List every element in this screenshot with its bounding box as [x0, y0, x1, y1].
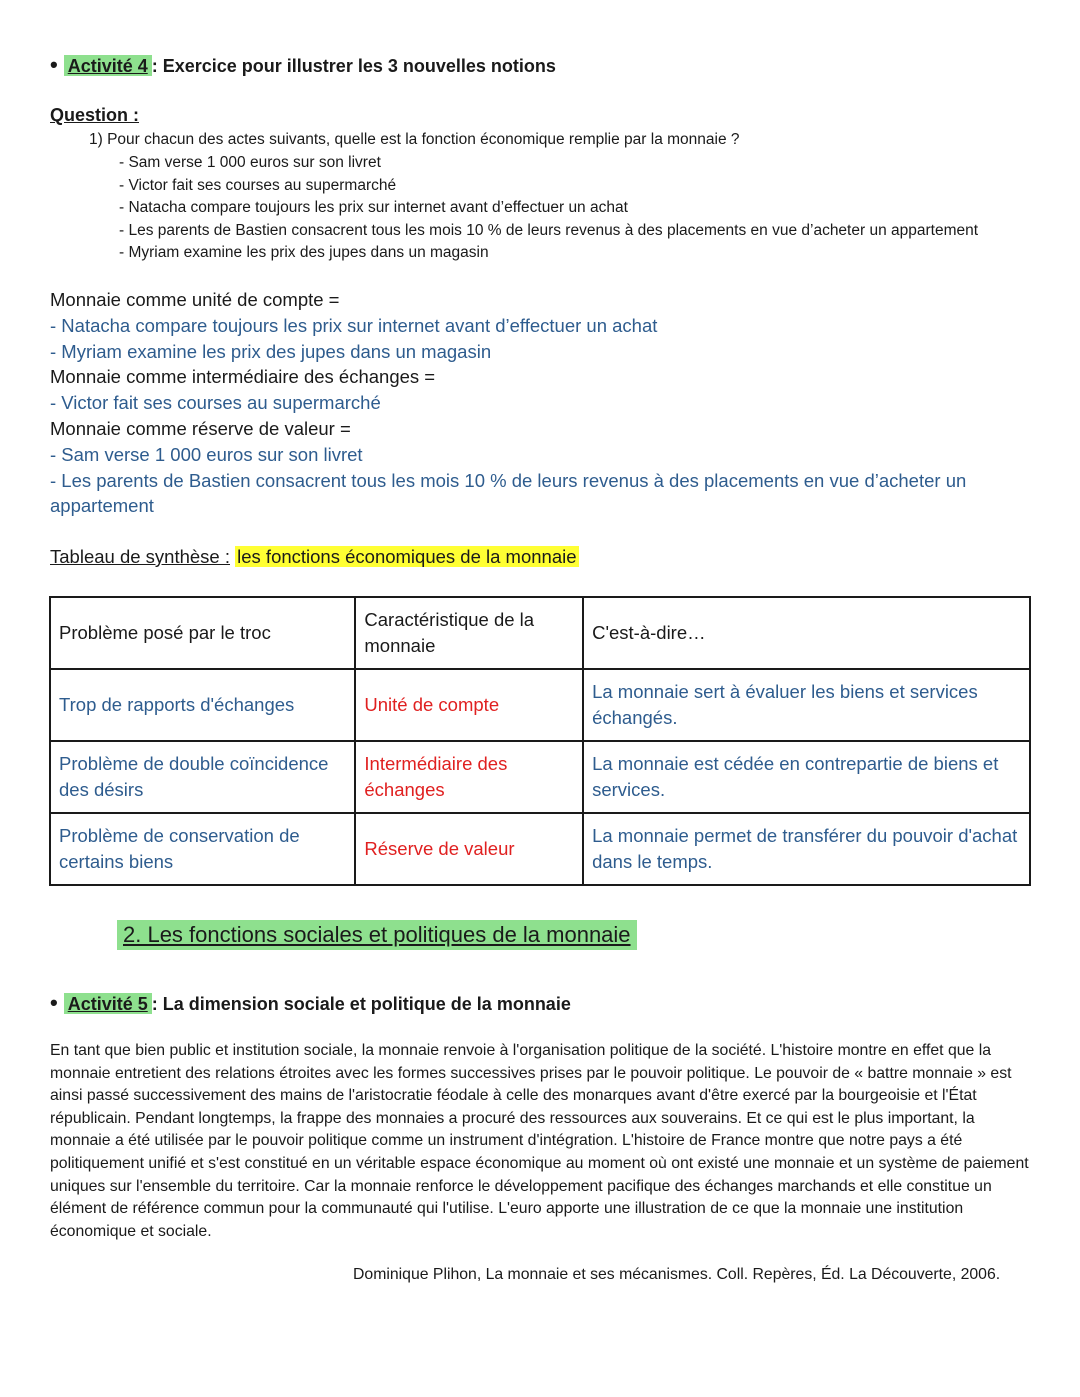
table-cell: La monnaie est cédée en contrepartie de biens et services.: [583, 741, 1030, 813]
table-header-row: [50, 597, 1030, 669]
table-cell: Intermédiaire des échanges: [355, 741, 583, 813]
activity5-heading: [50, 990, 571, 1016]
reserve-heading: Monnaie comme réserve de valeur =: [50, 417, 351, 439]
table-row: [50, 813, 1030, 885]
activity5-label: Activité 5: [64, 993, 152, 1014]
answers-block: [50, 287, 1040, 519]
table-cell: Réserve de valeur: [355, 813, 583, 885]
synthesis-table: [49, 596, 1031, 886]
table-header: C'est-à-dire…: [583, 597, 1030, 669]
exchange-item: - Victor fait ses courses au supermarché: [50, 392, 381, 414]
unit-item: - Myriam examine les prix des jupes dans un magasin: [50, 340, 492, 362]
activity4-label: Activité 4: [64, 55, 152, 76]
table-row: [50, 741, 1030, 813]
question-item: - Natacha compare toujours les prix sur internet avant d’effectuer un achat: [119, 199, 628, 216]
unit-item: - Natacha compare toujours les prix sur internet avant d’effectuer un achat: [50, 314, 658, 336]
activity5-title: : La dimension sociale et politique de la monnaie: [151, 994, 571, 1014]
bullet-icon: •: [50, 52, 58, 77]
citation: Dominique Plihon, La monnaie et ses mécanismes. Coll. Repères, Éd. La Découverte, 2006.: [353, 1266, 1001, 1283]
activity4-heading: [50, 52, 556, 78]
table-cell: Trop de rapports d'échanges: [50, 669, 355, 741]
table-row: [50, 669, 1030, 741]
activity4-title: : Exercice pour illustrer les 3 nouvelles notions: [151, 56, 556, 76]
synthesis-label: [50, 546, 579, 568]
question-item: - Les parents de Bastien consacrent tous les mois 10 % de leurs revenus à des placements en vue d’acheter un appartement: [119, 221, 979, 239]
reserve-item: - Les parents de Bastien consacrent tous les mois 10 % de leurs revenus à des placements en vue d’acheter un appartement: [50, 469, 967, 517]
reserve-item: - Sam verse 1 000 euros sur son livret: [50, 443, 363, 465]
bullet-icon: •: [50, 990, 58, 1015]
question-list: [119, 152, 978, 265]
synthesis-highlight: les fonctions économiques de la monnaie: [237, 546, 577, 567]
table-cell: Problème de conservation de certains biens: [50, 813, 355, 885]
question-prompt: 1) Pour chacun des actes suivants, quelle est la fonction économique remplie par la monnaie ?: [89, 131, 740, 148]
question-title: Question :: [50, 105, 139, 125]
table-cell: La monnaie sert à évaluer les biens et services échangés.: [583, 669, 1030, 741]
table-cell: Problème de double coïncidence des désirs: [50, 741, 355, 813]
table-header: Caractéristique de la monnaie: [355, 597, 583, 669]
text-paragraph: En tant que bien public et institution sociale, la monnaie renvoie à l'organisation politique de la société. L'histoire montre en effet que la monnaie entretient des relations étroites avec les formes successives prises par le pouvoir politique. Le pouvoir de « battre monnaie » est ainsi passé successivement des mains de l'aristocratie féodale à celle des monarques avant d'être exercé par la bourgeoisie et l'État républicain. Pendant longtemps, la frappe des monnaies a procuré des ressources aux souverains. Et ce qui est le plus important, la monnaie a été utilisée par le pouvoir politique comme un instrument d'intégration. L'histoire de France montre que notre pays a été politiquement unifié et s'est constitué en un véritable espace économique au moment où ont existé une monnaie et un système de paiement uniques sur l'ensemble du territoire. Car la monnaie renforce le développement pacifique des échanges marchands et elle constitue un élément de référence commun pour la communauté qui l'utilise. L'euro apporte une illustration de ce que la monnaie une institution économique et sociale.: [50, 1042, 1029, 1240]
section2-title: 2. Les fonctions sociales et politiques de la monnaie: [117, 920, 637, 950]
question-item: - Sam verse 1 000 euros sur son livret: [119, 154, 381, 171]
table-header: Problème posé par le troc: [50, 597, 355, 669]
unit-heading: Monnaie comme unité de compte =: [50, 289, 340, 310]
table-cell: La monnaie permet de transférer du pouvoir d'achat dans le temps.: [583, 813, 1030, 885]
question-item: - Victor fait ses courses au supermarché: [119, 176, 397, 194]
table-cell: Unité de compte: [355, 669, 583, 741]
question-item: - Myriam examine les prix des jupes dans un magasin: [119, 244, 489, 261]
synthesis-title: Tableau de synthèse :: [50, 546, 230, 567]
exchange-heading: Monnaie comme intermédiaire des échanges =: [50, 366, 436, 388]
